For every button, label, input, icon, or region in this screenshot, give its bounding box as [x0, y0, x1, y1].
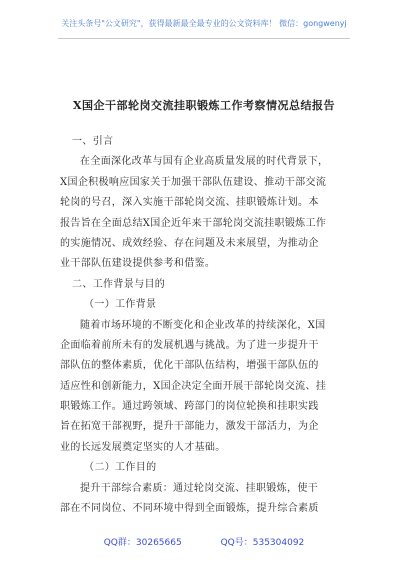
footer-qq-group: QQ群：30265665	[103, 538, 182, 548]
subsection-heading: （一）工作背景	[84, 299, 157, 311]
document-title: X国企干部轮岗交流挂职锻炼工作考察情况总结报告	[72, 99, 336, 112]
header-divider	[58, 38, 350, 39]
header-notice: 关注头条号"公文研究"，获得最新最全最专业的公文资料库！ 微信：gongwenyj	[61, 19, 347, 28]
paragraph-line: 的实施情况、成效经验、存在问题及未来展望，为推动企	[60, 237, 319, 249]
section-heading: 二、工作背景与目的	[72, 278, 166, 290]
document-body	[60, 118, 349, 519]
paragraph-line: 随着市场环境的不断变化和企业改革的持续深化，X国	[80, 319, 326, 331]
paragraph-line: 业干部队伍建设提供参考和借鉴。	[60, 258, 216, 270]
paragraph-line: 企面临着前所未有的发展机遇与挑战。为了进一步提升干	[60, 339, 319, 351]
paragraph-line: 轮岗的号召，深入实施干部轮岗交流、挂职锻炼计划。本	[60, 197, 319, 209]
paragraph-line: 部在不同岗位、不同环境中得到全面锻炼，提升综合素质	[60, 503, 319, 515]
paragraph-line: 旨在拓宽干部视野，提升干部能力，激发干部活力，为企	[60, 421, 319, 433]
paragraph-line: 报告旨在全面总结X国企近年来干部轮岗交流挂职锻炼工作	[60, 217, 327, 229]
paragraph-line: 提升干部综合素质：通过轮岗交流、挂职锻炼，使干	[80, 482, 319, 494]
paragraph-line: 在全面深化改革与国有企业高质量发展的时代背景下，	[80, 156, 329, 168]
footer-qq-number: QQ号：535304092	[220, 538, 305, 548]
paragraph-line: 职锻炼工作。通过跨领域、跨部门的岗位轮换和挂职实践	[60, 401, 319, 413]
footer-contact	[0, 535, 408, 548]
paragraph-line: 部队伍的整体素质，优化干部队伍结构，增强干部队伍的	[60, 360, 319, 372]
paragraph-line: 业的长远发展奠定坚实的人才基础。	[60, 441, 226, 453]
section-heading: 一、引言	[72, 136, 114, 147]
paragraph-line: 适应性和创新能力，X国企决定全面开展干部轮岗交流、挂	[60, 380, 327, 392]
paragraph-line: X国企积极响应国家关于加强干部队伍建设、推动干部交流	[60, 176, 327, 188]
subsection-heading: （二）工作目的	[84, 462, 157, 474]
